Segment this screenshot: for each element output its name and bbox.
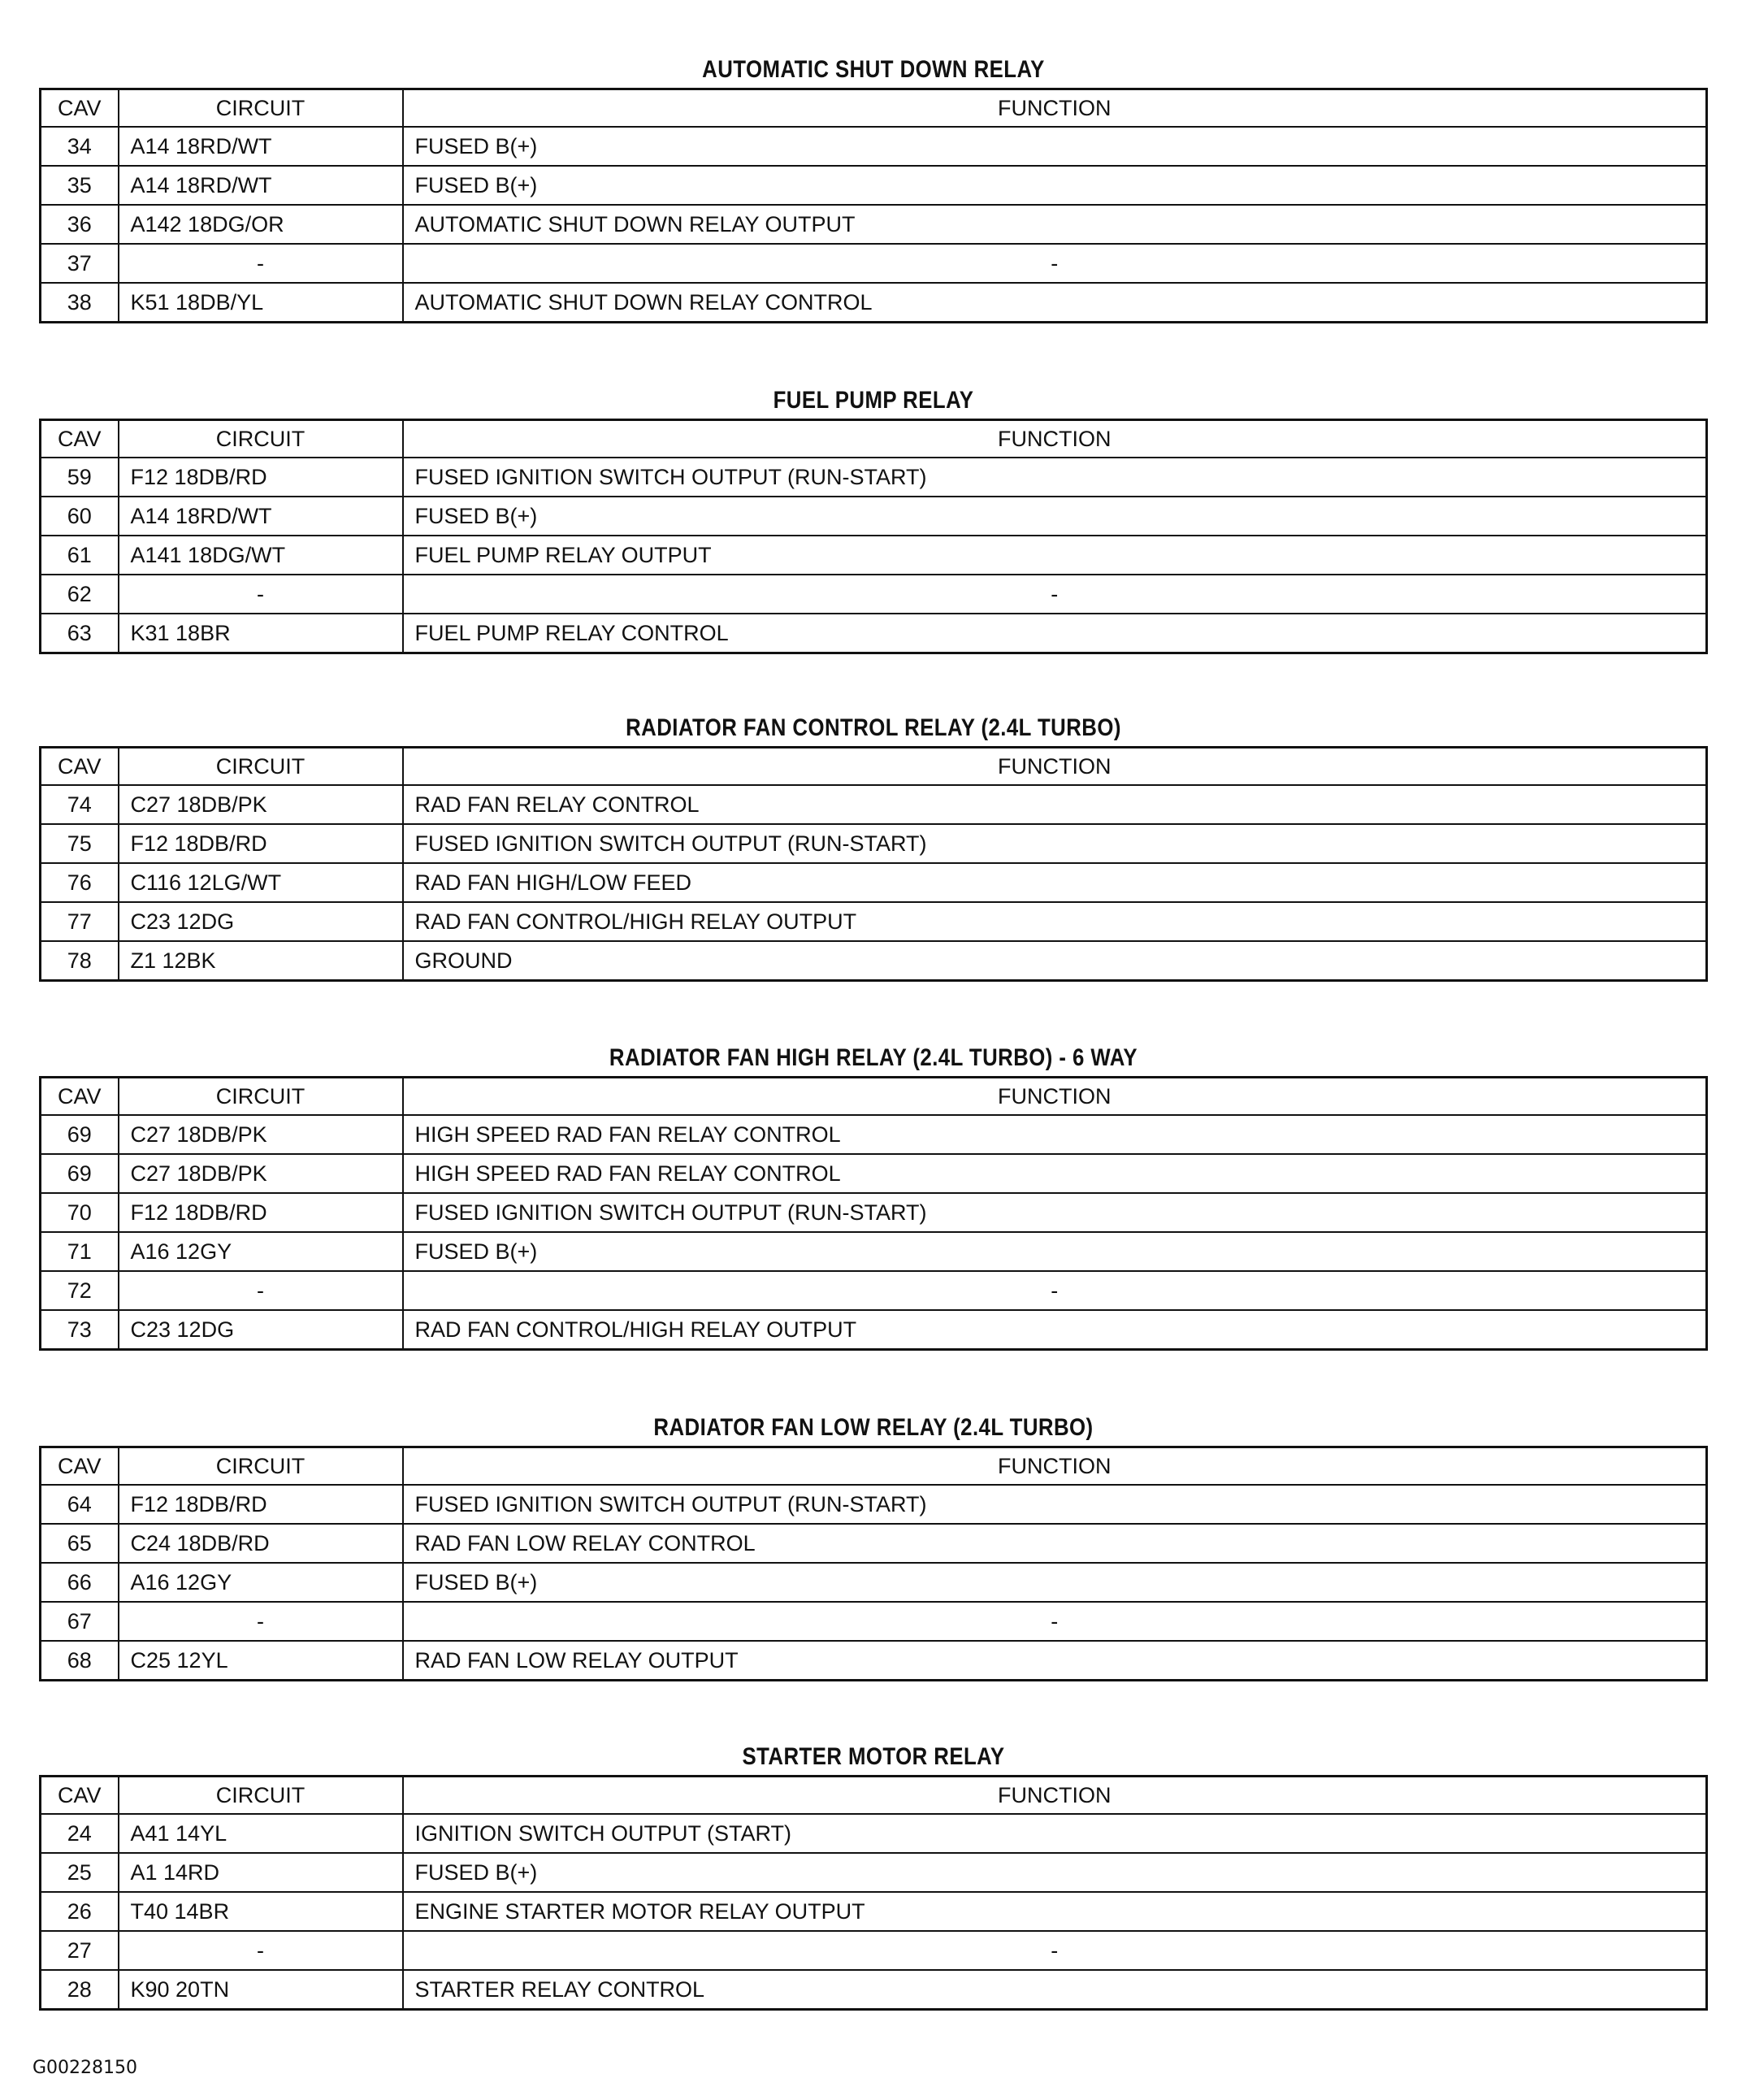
relay-table xyxy=(39,1446,1708,1681)
cav-cell: 28 xyxy=(41,1970,119,2010)
circuit-cell: C23 12DG xyxy=(119,1310,403,1350)
function-cell: ENGINE STARTER MOTOR RELAY OUTPUT xyxy=(403,1892,1707,1931)
cav-cell: 66 xyxy=(41,1563,119,1602)
circuit-cell: A16 12GY xyxy=(119,1232,403,1271)
circuit-cell: C27 18DB/PK xyxy=(119,1115,403,1154)
circuit-cell: K90 20TN xyxy=(119,1970,403,2010)
table-row xyxy=(41,1563,1707,1602)
table-row xyxy=(41,785,1707,824)
table-row xyxy=(41,283,1707,323)
function-cell: AUTOMATIC SHUT DOWN RELAY CONTROL xyxy=(403,283,1707,323)
function-cell: FUSED B(+) xyxy=(403,127,1707,166)
circuit-cell: K51 18DB/YL xyxy=(119,283,403,323)
section-title: RADIATOR FAN HIGH RELAY (2.4L TURBO) - 6 WAY xyxy=(609,1044,1138,1071)
circuit-cell: A1 14RD xyxy=(119,1853,403,1892)
function-cell: FUSED B(+) xyxy=(403,166,1707,205)
relay-table xyxy=(39,1775,1708,2011)
function-cell: RAD FAN CONTROL/HIGH RELAY OUTPUT xyxy=(403,1310,1707,1350)
function-header: FUNCTION xyxy=(403,1078,1707,1116)
table-header-row xyxy=(41,420,1707,458)
table-row xyxy=(41,127,1707,166)
cav-cell: 38 xyxy=(41,283,119,323)
table-row xyxy=(41,1310,1707,1350)
circuit-header: CIRCUIT xyxy=(119,748,403,786)
circuit-cell: F12 18DB/RD xyxy=(119,458,403,497)
circuit-cell: C27 18DB/PK xyxy=(119,1154,403,1193)
table-row xyxy=(41,1193,1707,1232)
function-cell: FUSED IGNITION SWITCH OUTPUT (RUN-START) xyxy=(403,1193,1707,1232)
function-header: FUNCTION xyxy=(403,89,1707,128)
circuit-cell: A41 14YL xyxy=(119,1814,403,1853)
cav-cell: 75 xyxy=(41,824,119,863)
cav-cell: 61 xyxy=(41,536,119,575)
cav-cell: 71 xyxy=(41,1232,119,1271)
relay-section xyxy=(39,1739,1708,2011)
function-cell: - xyxy=(403,244,1707,283)
function-cell: FUSED IGNITION SWITCH OUTPUT (RUN-START) xyxy=(403,1485,1707,1524)
section-title: FUEL PUMP RELAY xyxy=(773,387,974,414)
circuit-cell: C27 18DB/PK xyxy=(119,785,403,824)
circuit-header: CIRCUIT xyxy=(119,1777,403,1815)
cav-cell: 77 xyxy=(41,902,119,941)
function-cell: RAD FAN CONTROL/HIGH RELAY OUTPUT xyxy=(403,902,1707,941)
table-row xyxy=(41,1892,1707,1931)
circuit-cell: A141 18DG/WT xyxy=(119,536,403,575)
circuit-cell: F12 18DB/RD xyxy=(119,1485,403,1524)
table-row xyxy=(41,1485,1707,1524)
cav-cell: 68 xyxy=(41,1641,119,1681)
function-cell: FUSED B(+) xyxy=(403,1232,1707,1271)
table-row xyxy=(41,1931,1707,1970)
function-cell: - xyxy=(403,1271,1707,1310)
circuit-cell: C24 18DB/RD xyxy=(119,1524,403,1563)
table-row xyxy=(41,863,1707,902)
table-row xyxy=(41,614,1707,653)
circuit-header: CIRCUIT xyxy=(119,1078,403,1116)
function-cell: RAD FAN LOW RELAY CONTROL xyxy=(403,1524,1707,1563)
function-header: FUNCTION xyxy=(403,420,1707,458)
cav-header: CAV xyxy=(41,748,119,786)
relay-section xyxy=(39,383,1708,654)
function-cell: GROUND xyxy=(403,941,1707,981)
cav-cell: 27 xyxy=(41,1931,119,1970)
cav-header: CAV xyxy=(41,1447,119,1486)
relay-table xyxy=(39,746,1708,982)
cav-cell: 60 xyxy=(41,497,119,536)
function-cell: STARTER RELAY CONTROL xyxy=(403,1970,1707,2010)
circuit-cell: A14 18RD/WT xyxy=(119,497,403,536)
function-cell: RAD FAN LOW RELAY OUTPUT xyxy=(403,1641,1707,1681)
cav-cell: 73 xyxy=(41,1310,119,1350)
cav-cell: 64 xyxy=(41,1485,119,1524)
cav-header: CAV xyxy=(41,89,119,128)
cav-header: CAV xyxy=(41,1078,119,1116)
circuit-cell: A16 12GY xyxy=(119,1563,403,1602)
table-row xyxy=(41,824,1707,863)
function-header: FUNCTION xyxy=(403,1777,1707,1815)
circuit-header: CIRCUIT xyxy=(119,1447,403,1486)
cav-cell: 24 xyxy=(41,1814,119,1853)
circuit-cell: Z1 12BK xyxy=(119,941,403,981)
relay-section xyxy=(39,710,1708,982)
table-row xyxy=(41,536,1707,575)
table-row xyxy=(41,902,1707,941)
cav-cell: 59 xyxy=(41,458,119,497)
cav-cell: 34 xyxy=(41,127,119,166)
table-row xyxy=(41,166,1707,205)
circuit-cell: C116 12LG/WT xyxy=(119,863,403,902)
cav-cell: 67 xyxy=(41,1602,119,1641)
table-row xyxy=(41,941,1707,981)
circuit-cell: F12 18DB/RD xyxy=(119,824,403,863)
cav-cell: 69 xyxy=(41,1154,119,1193)
function-cell: RAD FAN HIGH/LOW FEED xyxy=(403,863,1707,902)
circuit-cell: F12 18DB/RD xyxy=(119,1193,403,1232)
circuit-cell: - xyxy=(119,1271,403,1310)
section-title: AUTOMATIC SHUT DOWN RELAY xyxy=(702,56,1045,83)
relay-table xyxy=(39,88,1708,323)
table-row xyxy=(41,497,1707,536)
function-cell: FUSED B(+) xyxy=(403,497,1707,536)
table-row xyxy=(41,1232,1707,1271)
table-row xyxy=(41,458,1707,497)
table-header-row xyxy=(41,1447,1707,1486)
cav-cell: 78 xyxy=(41,941,119,981)
table-header-row xyxy=(41,89,1707,128)
table-header-row xyxy=(41,1078,1707,1116)
function-header: FUNCTION xyxy=(403,748,1707,786)
function-cell: - xyxy=(403,1931,1707,1970)
cav-header: CAV xyxy=(41,1777,119,1815)
function-cell: RAD FAN RELAY CONTROL xyxy=(403,785,1707,824)
circuit-header: CIRCUIT xyxy=(119,89,403,128)
circuit-cell: A14 18RD/WT xyxy=(119,127,403,166)
relay-table xyxy=(39,419,1708,654)
circuit-header: CIRCUIT xyxy=(119,420,403,458)
table-row xyxy=(41,1271,1707,1310)
circuit-cell: - xyxy=(119,1931,403,1970)
circuit-cell: A142 18DG/OR xyxy=(119,205,403,244)
function-cell: FUSED B(+) xyxy=(403,1563,1707,1602)
function-cell: FUEL PUMP RELAY CONTROL xyxy=(403,614,1707,653)
table-row xyxy=(41,1602,1707,1641)
function-header: FUNCTION xyxy=(403,1447,1707,1486)
cav-cell: 63 xyxy=(41,614,119,653)
function-cell: FUEL PUMP RELAY OUTPUT xyxy=(403,536,1707,575)
circuit-cell: A14 18RD/WT xyxy=(119,166,403,205)
circuit-cell: C25 12YL xyxy=(119,1641,403,1681)
cav-cell: 26 xyxy=(41,1892,119,1931)
relay-table xyxy=(39,1076,1708,1351)
section-title: STARTER MOTOR RELAY xyxy=(742,1743,1005,1770)
cav-cell: 36 xyxy=(41,205,119,244)
cav-header: CAV xyxy=(41,420,119,458)
cav-cell: 69 xyxy=(41,1115,119,1154)
circuit-cell: C23 12DG xyxy=(119,902,403,941)
table-row xyxy=(41,205,1707,244)
circuit-cell: K31 18BR xyxy=(119,614,403,653)
circuit-cell: - xyxy=(119,1602,403,1641)
function-cell: - xyxy=(403,575,1707,614)
function-cell: AUTOMATIC SHUT DOWN RELAY OUTPUT xyxy=(403,205,1707,244)
relay-section xyxy=(39,1040,1708,1351)
circuit-cell: - xyxy=(119,244,403,283)
cav-cell: 72 xyxy=(41,1271,119,1310)
relay-section xyxy=(39,1410,1708,1681)
cav-cell: 37 xyxy=(41,244,119,283)
function-cell: - xyxy=(403,1602,1707,1641)
table-row xyxy=(41,1814,1707,1853)
cav-cell: 62 xyxy=(41,575,119,614)
circuit-cell: T40 14BR xyxy=(119,1892,403,1931)
table-header-row xyxy=(41,1777,1707,1815)
table-row xyxy=(41,1641,1707,1681)
table-row xyxy=(41,1115,1707,1154)
table-row xyxy=(41,1853,1707,1892)
circuit-cell: - xyxy=(119,575,403,614)
function-cell: IGNITION SWITCH OUTPUT (START) xyxy=(403,1814,1707,1853)
table-row xyxy=(41,244,1707,283)
table-row xyxy=(41,1154,1707,1193)
function-cell: FUSED B(+) xyxy=(403,1853,1707,1892)
table-header-row xyxy=(41,748,1707,786)
function-cell: FUSED IGNITION SWITCH OUTPUT (RUN-START) xyxy=(403,458,1707,497)
section-title: RADIATOR FAN CONTROL RELAY (2.4L TURBO) xyxy=(626,714,1121,741)
figure-id: G00228150 xyxy=(32,2058,138,2078)
cav-cell: 65 xyxy=(41,1524,119,1563)
function-cell: HIGH SPEED RAD FAN RELAY CONTROL xyxy=(403,1115,1707,1154)
table-row xyxy=(41,1524,1707,1563)
table-row xyxy=(41,1970,1707,2010)
cav-cell: 74 xyxy=(41,785,119,824)
cav-cell: 70 xyxy=(41,1193,119,1232)
function-cell: FUSED IGNITION SWITCH OUTPUT (RUN-START) xyxy=(403,824,1707,863)
relay-section xyxy=(39,52,1708,323)
cav-cell: 35 xyxy=(41,166,119,205)
section-title: RADIATOR FAN LOW RELAY (2.4L TURBO) xyxy=(653,1414,1094,1441)
function-cell: HIGH SPEED RAD FAN RELAY CONTROL xyxy=(403,1154,1707,1193)
cav-cell: 76 xyxy=(41,863,119,902)
table-row xyxy=(41,575,1707,614)
cav-cell: 25 xyxy=(41,1853,119,1892)
